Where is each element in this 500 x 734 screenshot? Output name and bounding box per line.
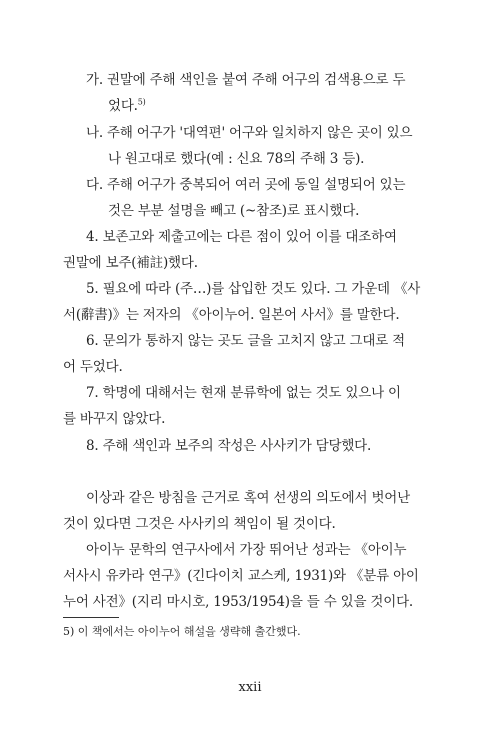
text-line (108, 96, 146, 116)
text-line: 가. 권말에 주해 색인을 붙여 주해 어구의 검색용으로 두 (86, 72, 406, 88)
text-line: 8. 주해 색인과 보주의 작성은 사사키가 담당했다. (86, 438, 372, 454)
text-line: 5. 필요에 따라 (주…)를 삽입한 것도 있다. 그 가운데 《사 (86, 281, 421, 297)
text-line: 다. 주해 어구가 중복되어 여러 곳에 동일 설명되어 있는 (86, 177, 406, 193)
text-line: 6. 문의가 통하지 않는 곳도 글을 고치지 않고 그대로 적 (86, 333, 405, 349)
text-line: 를 바꾸지 않았다. (63, 411, 166, 427)
text-line: 7. 학명에 대해서는 현재 분류학에 없는 것도 있으나 이 (86, 385, 401, 401)
text-line: 것이 있다면 그것은 사사키의 책임이 될 것이다. (63, 516, 336, 532)
text-line: 권말에 보주(補註)했다. (63, 255, 198, 271)
text-line-content: 었다. (108, 98, 138, 114)
text-line: 이상과 같은 방침을 근거로 혹여 선생의 의도에서 벗어난 (86, 490, 410, 506)
page-number: xxii (238, 680, 262, 695)
text-line: 나. 주해 어구가 '대역편' 어구와 일치하지 않은 곳이 있으 (86, 125, 413, 141)
text-line: 나 원고대로 했다(예 : 신요 78의 주해 3 등). (108, 151, 365, 167)
text-line: 4. 보존고와 제출고에는 다른 점이 있어 이를 대조하여 (86, 229, 397, 245)
text-line: 어 두었다. (63, 359, 123, 375)
text-line: 누어 사전》(지리 마시호, 1953/1954)을 들 수 있을 것이다. (63, 594, 414, 610)
footnote-text: 5) 이 책에서는 아이누어 해설을 생략해 출간했다. (63, 625, 301, 638)
footnote-marker: 5) (137, 97, 146, 107)
text-line: 서사시 유카라 연구》(긴다이치 교스케, 1931)와 《분류 아이 (63, 568, 419, 584)
text-line: 것은 부분 설명을 빼고 (~참조)로 표시했다. (108, 203, 360, 219)
text-line: 아이누 문학의 연구사에서 가장 뛰어난 성과는 《아이누 (86, 542, 407, 558)
text-line: 서(辭書)》는 저자의 《아이누어. 일본어 사서》를 말한다. (63, 307, 400, 323)
footnote-divider (63, 617, 119, 618)
